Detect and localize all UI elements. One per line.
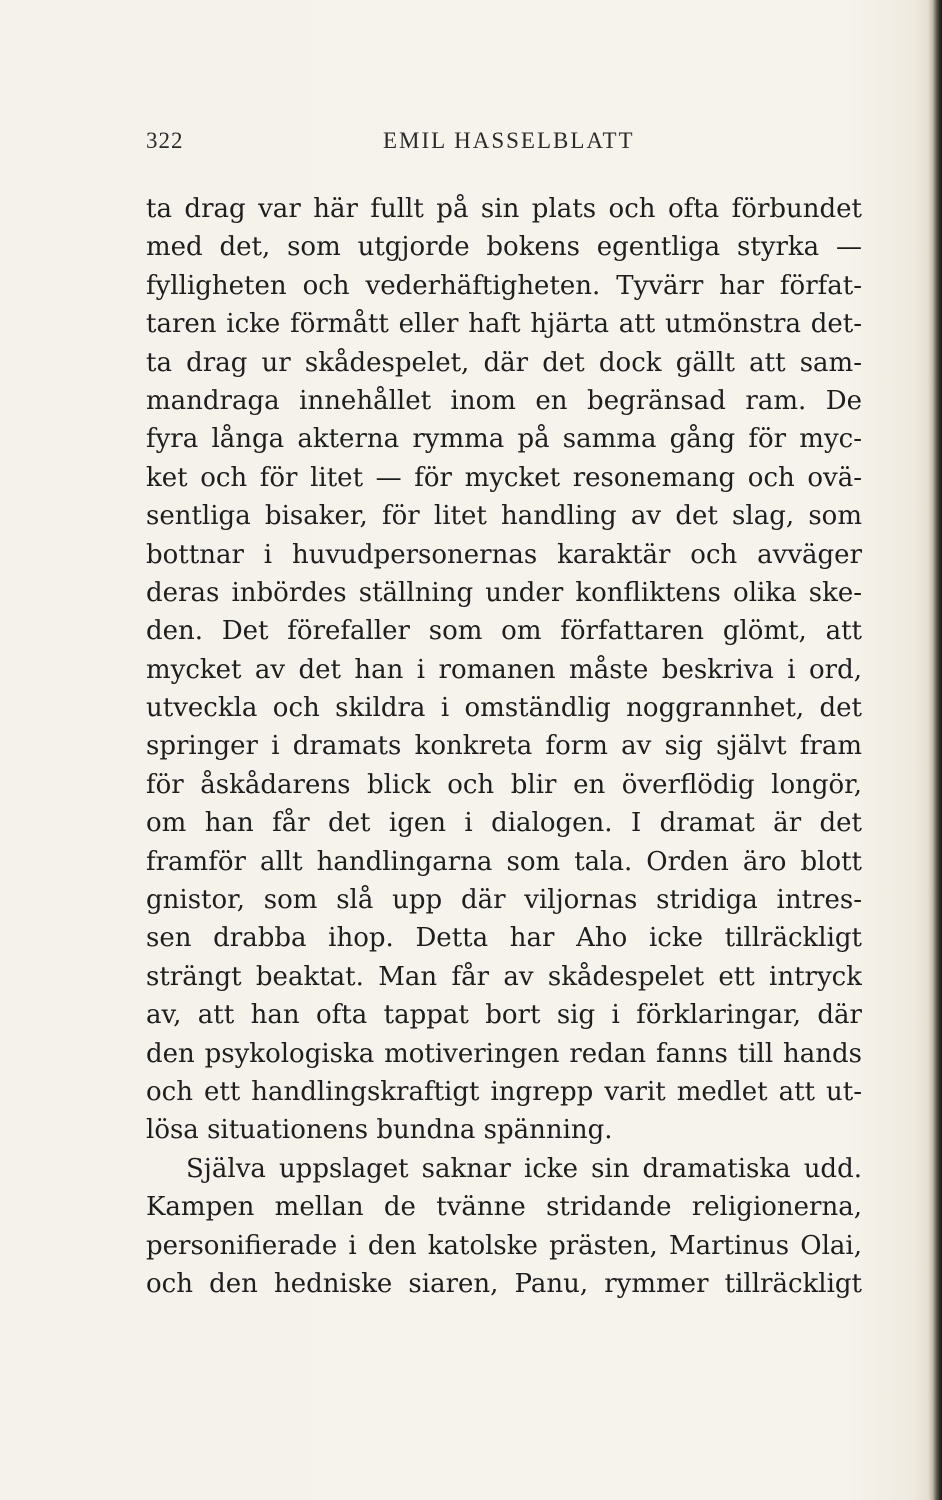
text-line: med det, som utgjorde bokens egentliga styrka — [146,232,862,263]
body-text [146,190,862,1303]
text-line: mandraga innehållet inom en begränsad ram. De [146,385,862,416]
paragraph-end-line: lösa situationens bundna spänning. [146,1115,613,1146]
text-line: om han får det igen i dialogen. I dramat är det [146,808,862,839]
text-line: den. Det förefaller som om författaren glömt, att [146,616,862,647]
page-number: 322 [146,128,184,153]
text-line: den psykologiska motiveringen redan fanns till hands [146,1038,862,1069]
text-line: fylligheten och vederhäftigheten. Tyvärr har förfat- [146,270,862,301]
running-head: EMIL HASSELBLATT [383,128,635,153]
text-line: springer i dramats konkreta form av sig självt fram [146,731,862,762]
text-line: bottnar i huvudpersonernas karaktär och avväger [146,539,862,570]
text-line: taren icke förmått eller haft hjärta att utmönstra det- [146,309,862,340]
text-line: sentliga bisaker, för litet handling av det slag, som [146,501,862,532]
paragraph-start-line: Själva uppslaget saknar icke sin dramatiska udd. [186,1153,862,1184]
text-line: ta drag var här fullt på sin plats och ofta förbundet [146,194,862,224]
text-line: ket och för litet — för mycket resonemang och ovä- [146,462,862,493]
text-line: av, att han ofta tappat bort sig i förklaringar, där [146,1000,862,1031]
text-line: sen drabba ihop. Detta har Aho icke tillräckligt [146,923,862,954]
text-line: deras inbördes ställning under konfliktens olika ske- [146,577,862,608]
text-line: Kampen mellan de tvänne stridande religionerna, [146,1192,862,1223]
text-line: ta drag ur skådespelet, där det dock gällt att sam- [146,347,862,378]
text-line: för åskådarens blick och blir en överflödig longör, [146,769,862,800]
text-line: utveckla och skildra i omständlig noggrannhet, det [146,693,862,724]
text-line: och den hedniske siaren, Panu, rymmer tillräckligt [146,1268,862,1299]
text-line: fyra långa akterna rymma på samma gång för myc- [146,424,862,455]
page-edge-shadow [928,0,942,1500]
page-header [146,128,862,164]
text-line: gnistor, som slå upp där viljornas stridiga intres- [146,885,862,916]
text-line: personifierade i den katolske prästen, Martinus Olai, [146,1230,862,1261]
text-line: framför allt handlingarna som tala. Orden äro blott [146,846,862,877]
text-line: och ett handlingskraftigt ingrepp varit medlet att ut- [146,1076,862,1107]
text-line: strängt beaktat. Man får av skådespelet ett intryck [146,961,862,992]
text-line: mycket av det han i romanen måste beskriva i ord, [146,654,862,685]
